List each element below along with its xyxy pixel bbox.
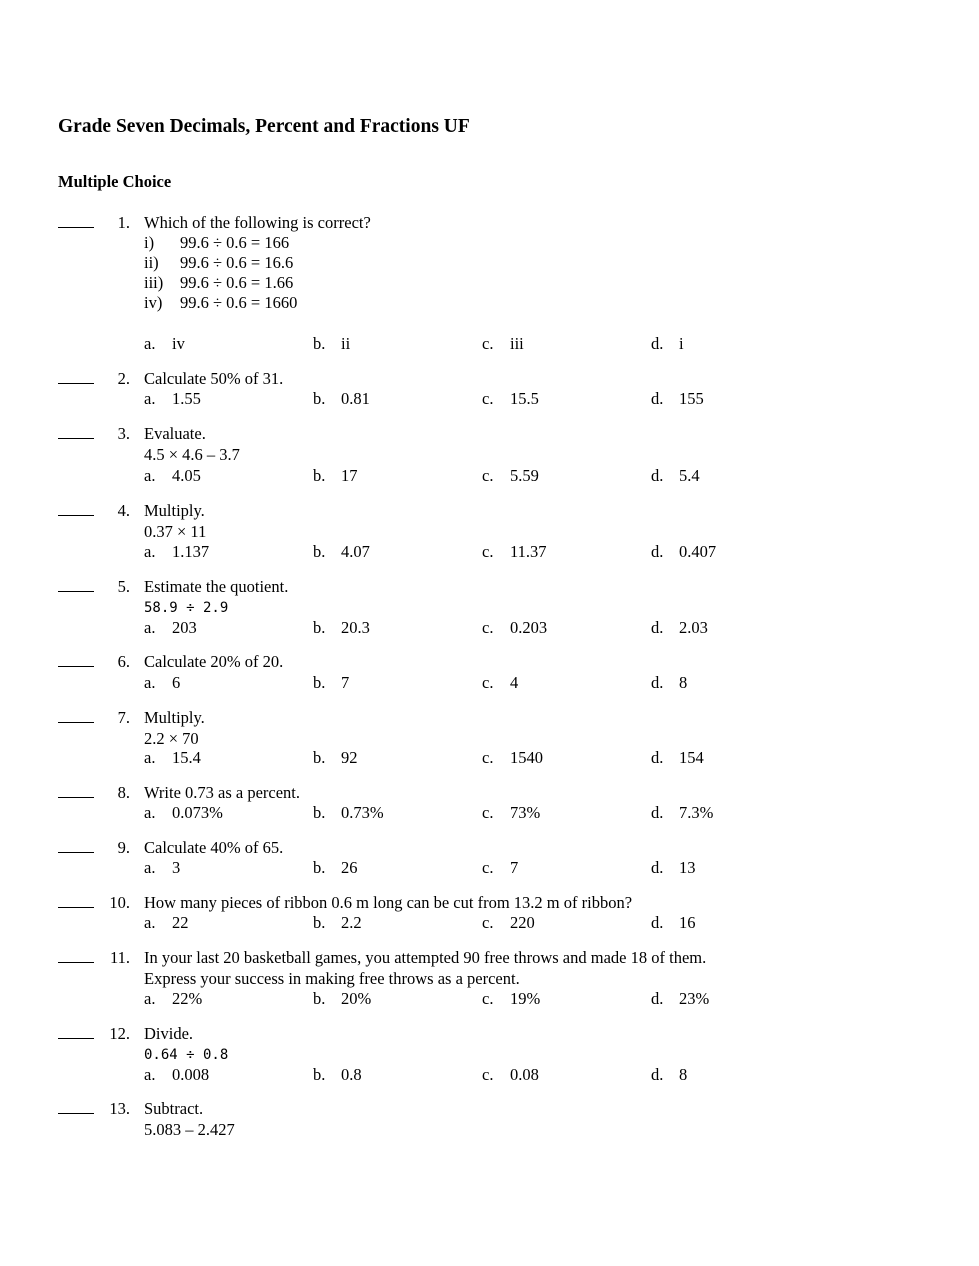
choice-a[interactable]: 4.05: [172, 466, 201, 485]
question-number: 12.: [109, 1024, 130, 1043]
roman-option-row: [0, 273, 979, 293]
choice-b[interactable]: 26: [341, 858, 358, 877]
choice-letter: d.: [651, 618, 664, 637]
question-row: [0, 893, 979, 913]
choice-d[interactable]: 154: [679, 748, 704, 767]
choice-b[interactable]: 20.3: [341, 618, 370, 637]
choice-letter: b.: [313, 673, 326, 692]
choice-letter: c.: [482, 803, 494, 822]
choice-d[interactable]: 5.4: [679, 466, 700, 485]
choices-row: [0, 1065, 979, 1085]
question-row: [0, 501, 979, 521]
choice-a[interactable]: 0.008: [172, 1065, 210, 1084]
choice-a[interactable]: 3: [172, 858, 181, 877]
worksheet-title: Grade Seven Decimals, Percent and Fractions UF: [58, 116, 470, 137]
question-row: [0, 652, 979, 672]
question-expression-row: [0, 729, 979, 749]
choice-b[interactable]: 17: [341, 466, 358, 485]
question-number: 1.: [117, 213, 130, 232]
question-expression-row: [0, 969, 979, 989]
answer-blank[interactable]: [58, 1024, 94, 1039]
choice-letter: c.: [482, 334, 494, 353]
choice-c[interactable]: 4: [510, 673, 519, 692]
answer-blank[interactable]: [58, 501, 94, 516]
choice-letter: b.: [313, 748, 326, 767]
choices-row: [0, 989, 979, 1009]
question-row: [0, 838, 979, 858]
question-expression-row: [0, 445, 979, 465]
choice-letter: d.: [651, 989, 664, 1008]
choices-row: [0, 673, 979, 693]
choices-row: [0, 466, 979, 486]
question-row: [0, 577, 979, 597]
choice-letter: b.: [313, 989, 326, 1008]
question-expression: 5.083 – 2.427: [144, 1120, 235, 1139]
question-number: 4.: [117, 501, 130, 520]
question-text: Which of the following is correct?: [144, 213, 371, 232]
question-row: [0, 213, 979, 233]
question-text: Calculate 20% of 20.: [144, 652, 284, 671]
roman-option-text: 99.6 ÷ 0.6 = 16.6: [180, 253, 294, 272]
choice-c[interactable]: 1540: [510, 748, 543, 767]
roman-numeral: iii): [144, 273, 164, 292]
question-number: 2.: [117, 369, 130, 388]
roman-option-row: [0, 293, 979, 313]
answer-blank[interactable]: [58, 948, 94, 963]
choice-letter: c.: [482, 389, 494, 408]
choice-letter: a.: [144, 542, 156, 561]
choice-d[interactable]: 0.407: [679, 542, 717, 561]
choice-letter: c.: [482, 913, 494, 932]
choice-letter: c.: [482, 673, 494, 692]
choice-letter: a.: [144, 803, 156, 822]
choice-letter: c.: [482, 618, 494, 637]
choices-row: [0, 618, 979, 638]
choice-b[interactable]: ii: [341, 334, 351, 353]
answer-blank[interactable]: [58, 838, 94, 853]
choice-letter: c.: [482, 748, 494, 767]
question-text: Estimate the quotient.: [144, 577, 289, 596]
question-number: 13.: [109, 1099, 130, 1118]
roman-numeral: iv): [144, 293, 163, 312]
choice-d[interactable]: 8: [679, 673, 688, 692]
question-row: [0, 1024, 979, 1044]
choice-letter: d.: [651, 1065, 664, 1084]
choice-b[interactable]: 92: [341, 748, 358, 767]
answer-blank[interactable]: [58, 424, 94, 439]
choice-letter: d.: [651, 542, 664, 561]
question-expression: 58.9 ÷ 2.9: [144, 600, 229, 616]
question-row: [0, 783, 979, 803]
choice-d[interactable]: 7.3%: [679, 803, 714, 822]
choice-b[interactable]: 0.73%: [341, 803, 384, 822]
choice-letter: b.: [313, 334, 326, 353]
choice-letter: d.: [651, 389, 664, 408]
roman-option-text: 99.6 ÷ 0.6 = 1660: [180, 293, 298, 312]
choice-c[interactable]: iii: [510, 334, 524, 353]
choices-row: [0, 803, 979, 823]
question-text: Subtract.: [144, 1099, 204, 1118]
question-number: 5.: [117, 577, 130, 596]
question-row: [0, 948, 979, 968]
answer-blank[interactable]: [58, 1099, 94, 1114]
choice-c[interactable]: 11.37: [510, 542, 547, 561]
choice-b[interactable]: 7: [341, 673, 350, 692]
question-number: 9.: [117, 838, 130, 857]
question-expression-row: [0, 598, 979, 618]
question-text: How many pieces of ribbon 0.6 m long can be cut from 13.2 m of ribbon?: [144, 893, 633, 912]
choice-letter: c.: [482, 1065, 494, 1084]
question-text: Divide.: [144, 1024, 194, 1043]
choices-row: [0, 334, 979, 354]
question-expression: 0.64 ÷ 0.8: [144, 1047, 229, 1063]
choice-c[interactable]: 7: [510, 858, 519, 877]
choice-a[interactable]: 203: [172, 618, 197, 637]
choice-b[interactable]: 2.2: [341, 913, 362, 932]
question-row: [0, 708, 979, 728]
question-expression: 2.2 × 70: [144, 729, 199, 748]
choice-letter: d.: [651, 673, 664, 692]
section-heading: Multiple Choice: [58, 172, 172, 191]
answer-blank[interactable]: [58, 577, 94, 592]
question-number: 3.: [117, 424, 130, 443]
question-text: Write 0.73 as a percent.: [144, 783, 301, 802]
roman-numeral: i): [144, 233, 155, 252]
choice-letter: c.: [482, 542, 494, 561]
choice-c[interactable]: 73%: [510, 803, 541, 822]
question-text: Evaluate.: [144, 424, 206, 443]
choice-letter: d.: [651, 334, 664, 353]
choice-a[interactable]: 0.073%: [172, 803, 223, 822]
question-expression-row: [0, 1120, 979, 1140]
choice-c[interactable]: 5.59: [510, 466, 539, 485]
choice-d[interactable]: 2.03: [679, 618, 708, 637]
choice-d[interactable]: i: [679, 334, 684, 353]
choices-row: [0, 858, 979, 878]
question-expression-row: [0, 1045, 979, 1065]
choice-a[interactable]: 1.55: [172, 389, 201, 408]
choice-b[interactable]: 0.81: [341, 389, 370, 408]
question-number: 11.: [109, 948, 130, 967]
choice-letter: a.: [144, 334, 156, 353]
question-expression: 4.5 × 4.6 – 3.7: [144, 445, 240, 464]
choice-a[interactable]: 6: [172, 673, 181, 692]
answer-blank[interactable]: [58, 369, 94, 384]
question-text: Multiply.: [144, 501, 205, 520]
answer-blank[interactable]: [58, 652, 94, 667]
choices-row: [0, 748, 979, 768]
choice-letter: a.: [144, 913, 156, 932]
choice-a[interactable]: 22%: [172, 989, 203, 1008]
choice-letter: b.: [313, 858, 326, 877]
choice-d[interactable]: 23%: [679, 989, 710, 1008]
choice-c[interactable]: 15.5: [510, 389, 539, 408]
choice-letter: d.: [651, 466, 664, 485]
choice-c[interactable]: 0.08: [510, 1065, 539, 1084]
choice-a[interactable]: 22: [172, 913, 189, 932]
choice-letter: d.: [651, 748, 664, 767]
choice-a[interactable]: 1.137: [172, 542, 210, 561]
choice-b[interactable]: 4.07: [341, 542, 370, 561]
roman-option-text: 99.6 ÷ 0.6 = 166: [180, 233, 290, 252]
choice-letter: a.: [144, 989, 156, 1008]
roman-option-row: [0, 233, 979, 253]
choice-letter: b.: [313, 618, 326, 637]
roman-option-row: [0, 253, 979, 273]
choice-b[interactable]: 20%: [341, 989, 372, 1008]
question-number: 7.: [117, 708, 130, 727]
choice-letter: c.: [482, 466, 494, 485]
choice-d[interactable]: 13: [679, 858, 696, 877]
choice-a[interactable]: 15.4: [172, 748, 201, 767]
choices-row: [0, 913, 979, 933]
answer-blank[interactable]: [58, 213, 94, 228]
choice-letter: b.: [313, 389, 326, 408]
choice-letter: c.: [482, 989, 494, 1008]
question-number: 6.: [117, 652, 130, 671]
choice-letter: a.: [144, 673, 156, 692]
choice-letter: d.: [651, 858, 664, 877]
question-row: [0, 1099, 979, 1119]
choice-c[interactable]: 220: [510, 913, 535, 932]
choice-a[interactable]: iv: [172, 334, 185, 353]
choice-d[interactable]: 155: [679, 389, 704, 408]
question-expression: 0.37 × 11: [144, 522, 207, 541]
choice-c[interactable]: 0.203: [510, 618, 548, 637]
choice-letter: b.: [313, 803, 326, 822]
answer-blank[interactable]: [58, 783, 94, 798]
answer-blank[interactable]: [58, 708, 94, 723]
choices-row: [0, 542, 979, 562]
choice-letter: c.: [482, 858, 494, 877]
roman-numeral: ii): [144, 253, 159, 272]
question-expression-row: [0, 522, 979, 542]
choice-letter: d.: [651, 803, 664, 822]
question-text: Calculate 50% of 31.: [144, 369, 284, 388]
choice-letter: b.: [313, 542, 326, 561]
choice-b[interactable]: 0.8: [341, 1065, 362, 1084]
choice-letter: b.: [313, 1065, 326, 1084]
question-text: In your last 20 basketball games, you attempted 90 free throws and made 18 of them.: [144, 948, 707, 967]
choice-letter: a.: [144, 389, 156, 408]
choice-letter: a.: [144, 748, 156, 767]
choice-letter: a.: [144, 618, 156, 637]
choice-letter: a.: [144, 466, 156, 485]
choice-letter: b.: [313, 466, 326, 485]
question-expression: Express your success in making free throws as a percent.: [144, 969, 520, 988]
question-number: 8.: [117, 783, 130, 802]
choices-row: [0, 389, 979, 409]
choice-c[interactable]: 19%: [510, 989, 541, 1008]
choice-letter: a.: [144, 1065, 156, 1084]
question-row: [0, 369, 979, 389]
choice-letter: d.: [651, 913, 664, 932]
choice-d[interactable]: 8: [679, 1065, 688, 1084]
question-row: [0, 424, 979, 444]
choice-d[interactable]: 16: [679, 913, 696, 932]
roman-option-text: 99.6 ÷ 0.6 = 1.66: [180, 273, 294, 292]
question-text: Calculate 40% of 65.: [144, 838, 284, 857]
question-text: Multiply.: [144, 708, 205, 727]
question-number: 10.: [109, 893, 130, 912]
choice-letter: a.: [144, 858, 156, 877]
choice-letter: b.: [313, 913, 326, 932]
answer-blank[interactable]: [58, 893, 94, 908]
